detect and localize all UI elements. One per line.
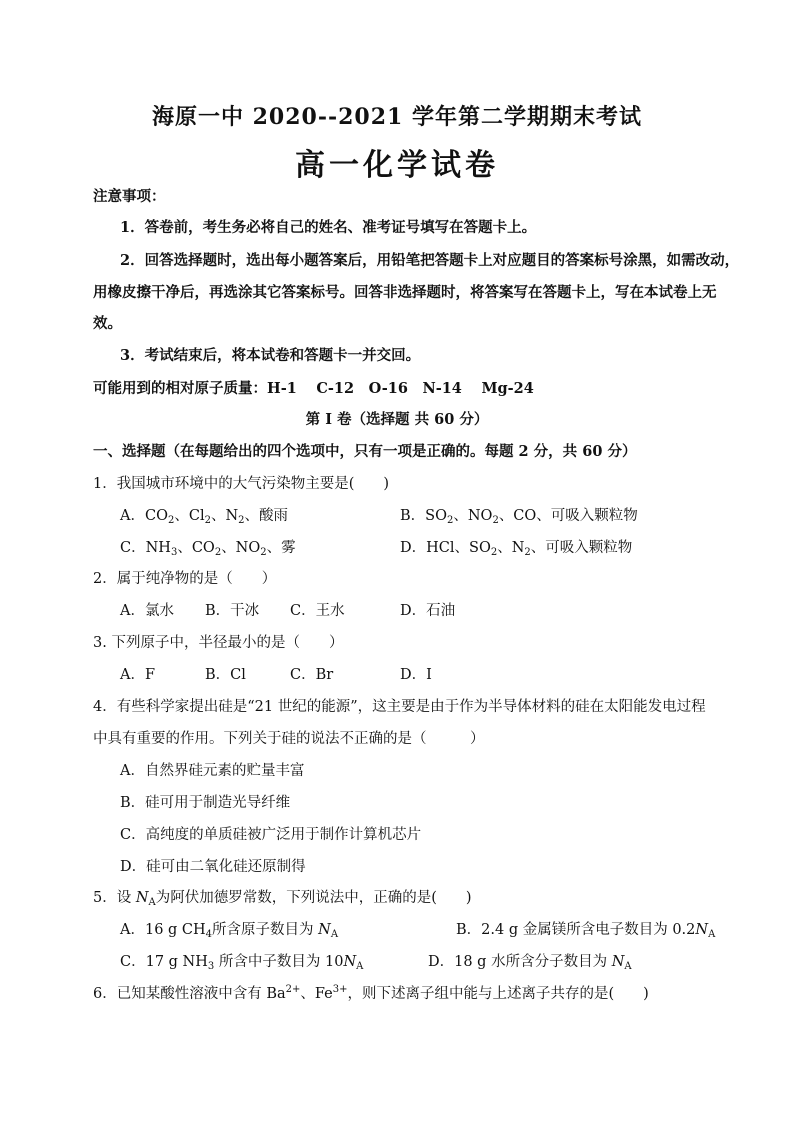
question-1-option-b: B．$SO_2$、$NO_2$、CO、可吸入颗粒物 <box>400 508 638 526</box>
question-4-stem-line-2: 中具有重要的作用。下列关于硅的说法不正确的是（ ） <box>93 731 485 747</box>
question-2-option-a: A．氯水 <box>120 603 174 619</box>
question-4-option-a: A．自然界硅元素的贮量丰富 <box>120 763 305 779</box>
note-item-3: 3．考试结束后，将本试卷和答题卡一并交回。 <box>120 347 421 364</box>
question-5-option-c: C．17 g $NH_3$ 所含中子数目为 $10N_A$ <box>120 954 364 972</box>
question-6-stem: 6．已知某酸性溶液中含有 $Ba^{2+}$、$Fe^{3+}$，则下述离子组中能与上述离子共存的是( ) <box>93 984 649 1002</box>
question-2-stem: 2．属于纯净物的是（ ） <box>93 571 277 587</box>
note-item-1: 1．答卷前，考生务必将自己的姓名、准考证号填写在答题卡上。 <box>120 219 537 236</box>
part-title: 一、选择题（在每题给出的四个选项中，只有一项是正确的。每题 2 分，共 60 分） <box>93 443 637 460</box>
question-4-option-b: B．硅可用于制造光导纤维 <box>120 795 291 811</box>
question-4-option-d: D．硅可由二氧化硅还原制得 <box>120 859 306 875</box>
question-1-option-c: C．$NH_3$、$CO_2$、$NO_2$、雾 <box>120 540 296 558</box>
question-5-stem: 5．设 $N_A$为阿伏加德罗常数，下列说法中，正确的是( ) <box>93 890 472 908</box>
note-item-2-line-1: 2．回答选择题时，选出每小题答案后，用铅笔把答题卡上对应题目的答案标号涂黑，如需改动， <box>120 252 740 269</box>
question-1-option-a: A．$CO_2$、$Cl_2$、$N_2$、酸雨 <box>120 508 289 526</box>
question-1-option-d: D．HCl、$SO_2$、$N_2$、可吸入颗粒物 <box>400 540 633 558</box>
note-item-2-line-2: 用橡皮擦干净后，再选涂其它答案标号。回答非选择题时，将答案写在答题卡上，写在本试卷上无 <box>93 284 717 301</box>
question-2-option-d: D．石油 <box>400 603 456 619</box>
question-3-option-d: D．I <box>400 667 432 683</box>
question-3-option-c: C．Br <box>290 667 334 683</box>
exam-subtitle: 高一化学试卷 <box>295 148 499 183</box>
volume-title: 第 I 卷（选择题 共 60 分） <box>305 411 489 428</box>
question-2-option-b: B．干冰 <box>205 603 260 619</box>
question-3-option-a: A．F <box>120 667 156 683</box>
question-5-option-a: A．16 g $CH_4$所含原子数目为 $N_A$ <box>120 922 339 940</box>
question-3-option-b: B．Cl <box>205 667 246 683</box>
notes-heading: 注意事项： <box>93 188 166 205</box>
atomic-mass-line: 可能用到的相对原子质量：H-1 C-12 O-16 N-14 Mg-24 <box>93 380 534 397</box>
question-2-option-c: C．王水 <box>290 603 345 619</box>
question-5-option-d: D．18 g 水所含分子数目为 $N_A$ <box>428 954 632 972</box>
note-item-2-line-3: 效。 <box>93 315 122 332</box>
question-1-stem: 1．我国城市环境中的大气污染物主要是( ) <box>93 476 390 492</box>
question-3-stem: 3. 下列原子中，半径最小的是（ ） <box>93 635 344 651</box>
question-4-option-c: C．高纯度的单质硅被广泛用于制作计算机芯片 <box>120 827 422 843</box>
question-5-option-b: B．2.4 g 金属镁所含电子数目为 $0.2N_A$ <box>456 922 716 940</box>
question-4-stem-line-1: 4．有些科学家提出硅是“21 世纪的能源”，这主要是由于作为半导体材料的硅在太阳能发电过程 <box>93 699 706 715</box>
exam-title: 海原一中 2020--2021 学年第二学期期末考试 <box>151 104 643 130</box>
